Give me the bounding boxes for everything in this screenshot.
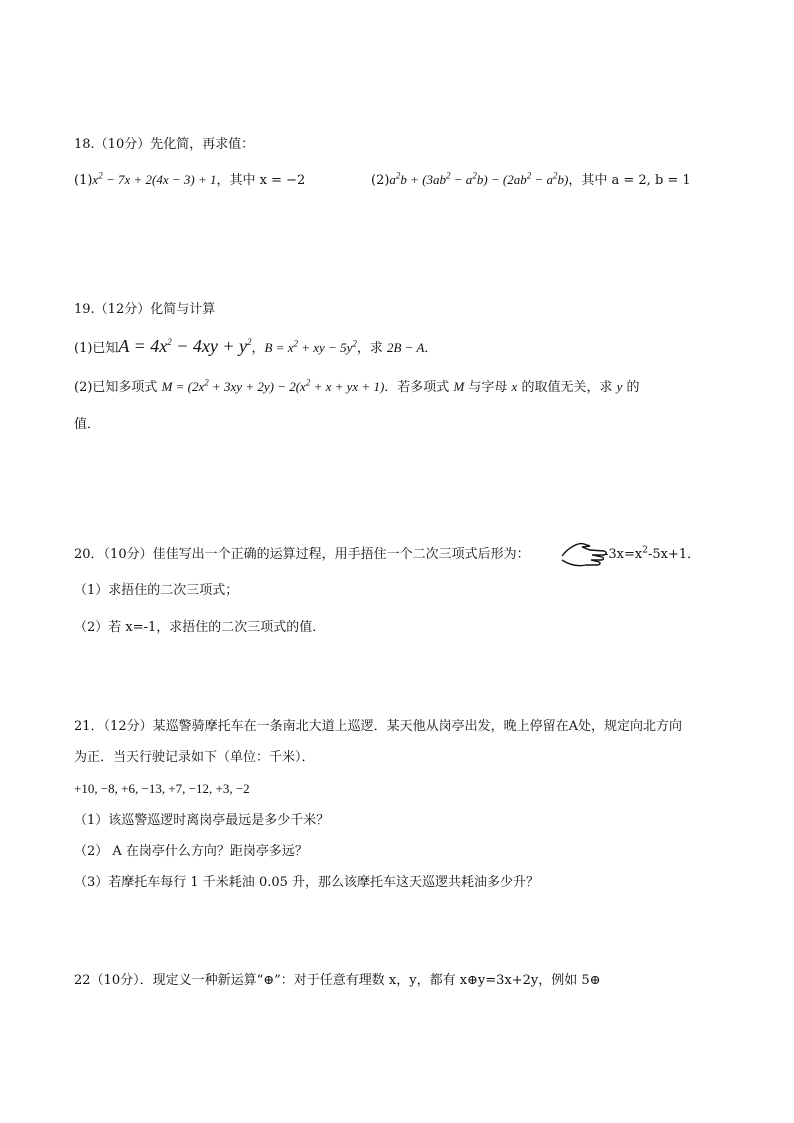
q21-sub3: （3）若摩托车每行 1 千米耗油 0.05 升，那么该摩托车这天巡逻共耗油多少升？ <box>74 875 540 890</box>
q21-sub2: （2） A 在岗亭什么方向？距岗亭多远？ <box>74 844 308 859</box>
q21-records: +10, −8, +6, −13, +7, −12, +3, −2 <box>74 781 250 796</box>
q18-part1-expr: $x^2 - 7x + 2(4x - 3) + 1$ <box>92 170 217 187</box>
q21-heading-cont: 为正．当天行驶记录如下（单位：千米）． <box>74 750 315 765</box>
hand-icon <box>560 538 608 570</box>
q20-sub1: （1）求捂住的二次三项式； <box>74 583 239 598</box>
q21-sub1: （1）该巡警巡逻时离岗亭最远是多少千米？ <box>74 813 330 828</box>
q18-part2-num: (2) <box>371 173 390 188</box>
q18-part1-cond: ，其中 x = −2 <box>216 173 306 188</box>
q18-part1-num: (1) <box>74 173 93 188</box>
q18-part2-cond: ，其中 a = 2, b = 1 <box>568 173 691 188</box>
q18-part2-expr: $a^2b + (3ab^2 - a^2b) - (2ab^2 - a^2b)$ <box>389 170 569 187</box>
q20-heading <box>74 546 530 564</box>
q21-heading: 21．（12分）某巡警骑摩托车在一条南北大道上巡逻．某天他从岗亭出发，晚上停留在A处，规定向北方向 <box>74 719 682 734</box>
q20-heading-text: 20．（10分）佳佳写出一个正确的运算过程，用手捂住一个二次三项式后形为： <box>74 547 530 562</box>
q19-heading: 19.（12分）化简与计算 <box>74 302 216 317</box>
q22-heading: 22（10分）．现定义一种新运算“⊕”：对于任意有理数 x，y，都有 x⊕y=3x+2y，例如 5⊕ <box>74 973 601 988</box>
q18-part2 <box>371 171 691 190</box>
q19-part1-A: $A = 4x^2 - 4xy + y^2$ <box>118 336 252 356</box>
q19-part2: (2)已知多项式 $M = (2x^2 + 3xy + 2y) - 2(x^2 + x$ + yx + 1)．若多项式 M 与字母 x 的取值无关，求 y 的 <box>74 377 640 395</box>
q18-part1 <box>74 171 305 190</box>
q20-sub2: （2）若 x=-1，求捂住的二次三项式的值． <box>74 620 326 635</box>
q19-part1-B: ，$B = x^2$ + xy − $5y^2$，求 2B − A． <box>251 338 438 356</box>
q20-expr: $-3x=x^2-5x+1$． <box>604 545 701 562</box>
q19-part1-prefix: (1)已知 <box>74 341 119 356</box>
q19-part1 <box>74 337 437 358</box>
q19-part2-cont: 值． <box>74 417 101 432</box>
q18-heading: 18.（10分）先化简，再求值： <box>74 137 255 152</box>
